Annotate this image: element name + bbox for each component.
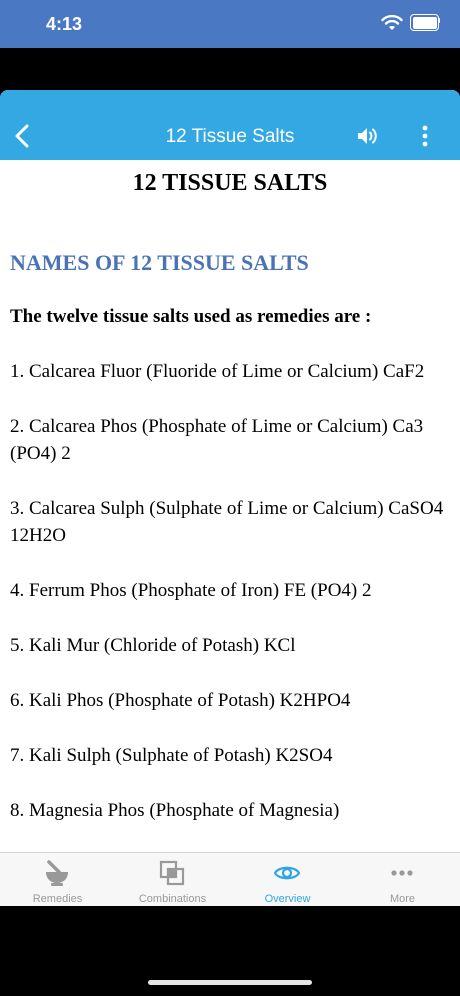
- squares-icon: [158, 859, 186, 887]
- wifi-icon: [381, 15, 403, 31]
- salt-item: 7. Kali Sulph (Sulphate of Potash) K2SO4: [10, 745, 333, 766]
- status-time: 4:13: [46, 14, 83, 34]
- salt-item: 3. Calcarea Sulph (Sulphate of Lime or Calcium) CaSO4 12H2O: [10, 498, 444, 546]
- tab-combinations[interactable]: [115, 853, 230, 906]
- tab-label: Overview: [264, 893, 311, 905]
- salt-item: 4. Ferrum Phos (Phosphate of Iron) FE (PO4) 2: [10, 580, 372, 601]
- battery-cap: [438, 18, 440, 23]
- home-indicator[interactable]: [148, 980, 312, 985]
- app-card: [0, 90, 460, 906]
- tab-label: Combinations: [138, 893, 207, 905]
- tab-overview[interactable]: [230, 853, 345, 906]
- article-content[interactable]: [0, 160, 460, 852]
- status-bar: [0, 0, 460, 48]
- salt-item: 1. Calcarea Fluor (Fluoride of Lime or Calcium) CaF2: [10, 361, 425, 382]
- tab-more[interactable]: [345, 853, 460, 906]
- more-dots-icon: [388, 859, 416, 887]
- salt-list: [10, 358, 450, 824]
- more-vertical-icon[interactable]: [421, 125, 429, 147]
- tab-label: More: [389, 893, 416, 905]
- salt-item: 8. Magnesia Phos (Phosphate of Magnesia): [10, 800, 340, 821]
- nav-bar: [0, 90, 460, 160]
- tab-remedies[interactable]: [0, 853, 115, 906]
- eye-icon: [273, 859, 301, 887]
- tab-label: Remedies: [32, 893, 83, 905]
- salt-item: 2. Calcarea Phos (Phosphate of Lime or Calcium) Ca3 (PO4) 2: [10, 416, 424, 464]
- tab-bar: [0, 852, 460, 906]
- mortar-pestle-icon: [43, 859, 71, 887]
- battery-icon: [410, 14, 439, 31]
- nav-title: 12 Tissue Salts: [165, 126, 295, 147]
- article-heading: 12 TISSUE SALTS: [132, 170, 328, 196]
- intro-text: The twelve tissue salts used as remedies are :: [10, 306, 372, 327]
- salt-item: 5. Kali Mur (Chloride of Potash) KCl: [10, 635, 296, 656]
- salt-item: 6. Kali Phos (Phosphate of Potash) K2HPO4: [10, 690, 351, 711]
- section-heading: NAMES OF 12 TISSUE SALTS: [10, 250, 309, 275]
- speaker-icon[interactable]: [357, 126, 379, 146]
